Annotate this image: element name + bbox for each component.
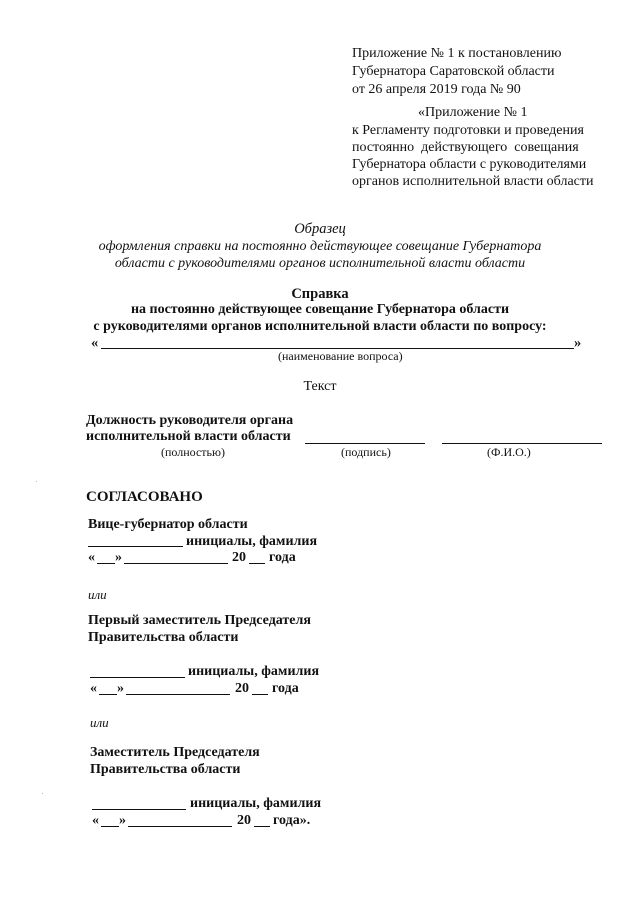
year-suffix: года: [269, 550, 296, 565]
year-prefix: 20: [235, 681, 249, 696]
year-line: [252, 694, 268, 695]
approver-position: Вице-губернатор области: [88, 517, 248, 532]
scan-speck: [42, 793, 43, 794]
reference-line: на постоянно действующее совещание Губернатора области: [130, 302, 510, 317]
date-close-quote: »: [117, 681, 124, 696]
sample-title: Образец: [294, 221, 346, 237]
month-line: [126, 694, 230, 695]
approver-position: Заместитель Председателя: [90, 745, 260, 760]
caption-signature: (подпись): [341, 445, 391, 459]
year-line: [254, 826, 270, 827]
date-open-quote: «: [92, 813, 99, 828]
position-line: исполнительной власти области: [86, 429, 291, 444]
date-close-quote: »: [115, 550, 122, 565]
header-line: постоянно действующего совещания: [352, 140, 579, 155]
month-line: [124, 563, 228, 564]
date-close-quote: »: [119, 813, 126, 828]
or-separator: или: [90, 715, 109, 730]
approver-position: Правительства области: [90, 762, 241, 777]
year-prefix: 20: [237, 813, 251, 828]
header-line: Губернатора Саратовской области: [352, 64, 555, 79]
day-line: [97, 563, 115, 564]
caption-full: (полностью): [161, 445, 225, 459]
scan-speck: [36, 481, 37, 482]
approver-initials: инициалы, фамилия: [190, 796, 322, 811]
signature-line: [305, 443, 425, 444]
name-line: [442, 443, 602, 444]
day-line: [99, 694, 117, 695]
question-caption: (наименование вопроса): [278, 349, 403, 363]
reference-text: Текст: [303, 379, 337, 394]
approval-title: СОГЛАСОВАНО: [86, 489, 203, 505]
approver-position: Первый заместитель Председателя: [88, 613, 311, 628]
header-line: Губернатора области с руководителями: [352, 157, 587, 172]
position-line: Должность руководителя органа: [86, 413, 294, 428]
date-open-quote: «: [90, 681, 97, 696]
caption-name: (Ф.И.О.): [487, 445, 531, 459]
reference-line: с руководителями органов исполнительной власти области по вопросу:: [93, 319, 547, 334]
date-open-quote: «: [88, 550, 95, 565]
quote-close: »: [574, 335, 582, 351]
header-line: «Приложение № 1: [418, 105, 528, 120]
year-prefix: 20: [232, 550, 246, 565]
header-line: Приложение № 1 к постановлению: [352, 46, 562, 61]
approver-signature-line: [92, 809, 186, 810]
year-suffix: года».: [273, 813, 311, 828]
reference-title: Справка: [291, 286, 349, 302]
sample-line: области с руководителями органов исполнительной власти области: [114, 256, 526, 271]
quote-open: «: [91, 335, 99, 351]
approver-initials: инициалы, фамилия: [188, 664, 320, 679]
day-line: [101, 826, 119, 827]
sample-line: оформления справки на постоянно действующее совещание Губернатора: [98, 239, 542, 254]
approver-signature-line: [90, 677, 185, 678]
header-line: органов исполнительной власти области: [352, 174, 594, 189]
header-line: от 26 апреля 2019 года № 90: [352, 82, 521, 97]
approver-position: Правительства области: [88, 630, 239, 645]
approver-signature-line: [88, 546, 183, 547]
header-line: к Регламенту подготовки и проведения: [352, 123, 584, 138]
approver-initials: инициалы, фамилия: [186, 534, 318, 549]
or-separator: или: [88, 587, 107, 602]
year-suffix: года: [272, 681, 299, 696]
month-line: [128, 826, 232, 827]
year-line: [249, 563, 265, 564]
